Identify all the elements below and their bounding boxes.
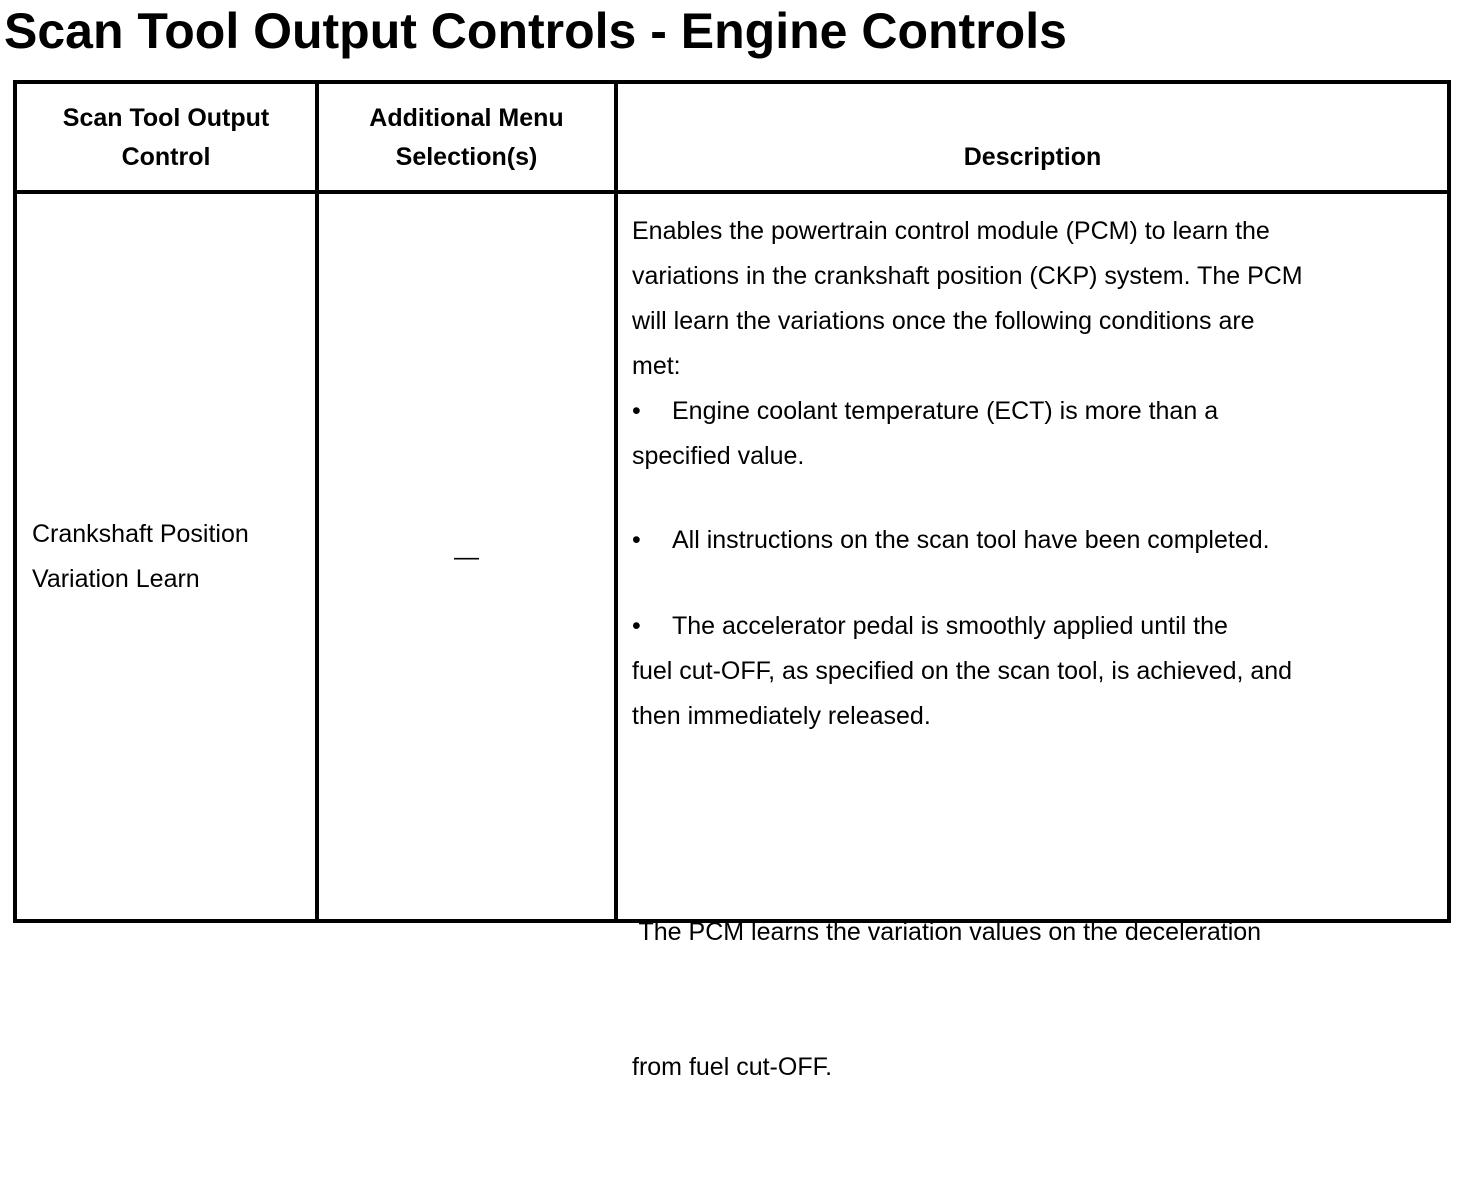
header-scan-tool-output-control <box>17 99 315 177</box>
column-divider <box>315 84 319 919</box>
description-line: then immediately released. <box>632 702 931 730</box>
bullet-symbol: • <box>632 397 641 425</box>
bullet-text: Engine coolant temperature (ECT) is more than a <box>672 397 1219 425</box>
header-text: Control <box>121 143 211 171</box>
column-divider <box>614 84 618 919</box>
bullet-item <box>632 518 1270 563</box>
description-line: specified value. <box>632 442 805 470</box>
cell-output-control <box>32 512 249 602</box>
header-text: Selection(s) <box>395 143 538 171</box>
cell-text-line: Crankshaft Position <box>32 520 249 548</box>
header-additional-menu-selections <box>319 99 614 177</box>
header-divider <box>17 190 1447 194</box>
description-line: variations in the crankshaft position (CKP) system. The PCM <box>632 262 1303 290</box>
description-intro <box>632 209 1303 479</box>
bullet-symbol: • <box>632 526 641 554</box>
description-line: met: <box>632 352 681 380</box>
description-bullet-2 <box>632 518 1270 563</box>
bullet-text: The accelerator pedal is smoothly applied until the <box>672 612 1228 640</box>
header-text: Additional Menu <box>369 104 564 132</box>
description-line: Enables the powertrain control module (PCM) to learn the <box>632 217 1270 245</box>
description-line: will learn the variations once the following conditions are <box>632 307 1255 335</box>
bullet-item <box>632 604 1292 649</box>
description-line: fuel cut-OFF, as specified on the scan tool, is achieved, and <box>632 657 1293 685</box>
bullet-text: All instructions on the scan tool have been completed. <box>672 526 1270 554</box>
description-line: from fuel cut-OFF. <box>632 1053 833 1081</box>
header-text: Scan Tool Output <box>62 104 270 132</box>
page-title: Scan Tool Output Controls - Engine Controls <box>4 3 1067 59</box>
output-controls-table <box>13 80 1451 1081</box>
description-outro <box>632 820 1261 1180</box>
bullet-symbol: • <box>632 612 641 640</box>
header-description: Description <box>963 143 1102 171</box>
description-line: The PCM learns the variation values on the deceleration <box>632 918 1262 946</box>
cell-menu-selection: — <box>454 543 479 571</box>
description-bullet-3 <box>632 604 1292 739</box>
bullet-item <box>632 389 1303 434</box>
cell-text-line: Variation Learn <box>32 565 200 593</box>
